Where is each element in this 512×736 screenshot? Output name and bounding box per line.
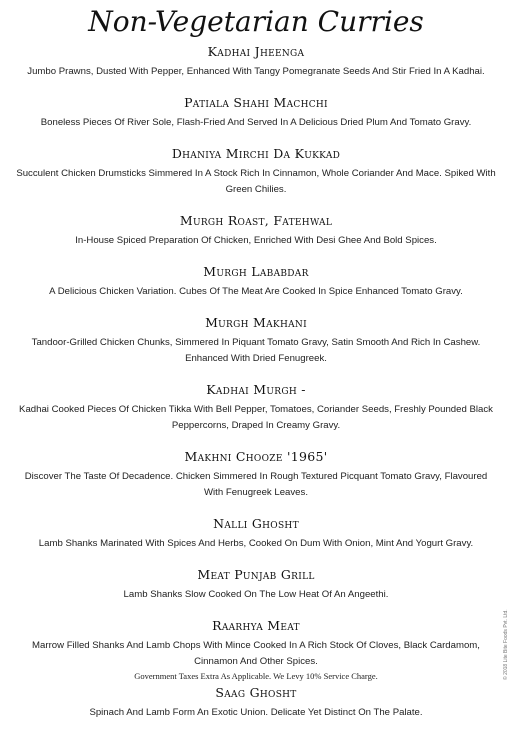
dish-description: In-House Spiced Preparation Of Chicken, Enriched With Desi Ghee And Bold Spices. (75, 235, 437, 246)
dish-description: Tandoor-Grilled Chicken Chunks, Simmered In Piquant Tomato Gravy, Satin Smooth And Rich In Cashew. Enhanced With Dried Fenugreek. (31, 337, 481, 364)
dish-name: Raarhya Meat (212, 618, 300, 633)
dish-item (0, 567, 512, 603)
dish-item (0, 685, 512, 721)
dish-item (0, 449, 512, 501)
dish-description: Succulent Chicken Drumsticks Simmered In A Stock Rich In Cinnamon, Whole Coriander And Mace. Spiked With Green Chilies. (16, 168, 496, 195)
dish-item (0, 382, 512, 434)
dish-list (0, 44, 512, 736)
dish-name: Meat Punjab Grill (197, 567, 315, 582)
dish-description: Discover The Taste Of Decadence. Chicken Simmered In Rough Textured Picquant Tomato Gravy, Flavoured With Fenugreek Leaves. (24, 471, 488, 498)
dish-item (0, 95, 512, 131)
dish-name: Dhaniya Mirchi Da Kukkad (171, 146, 341, 161)
dish-description: Kadhai Cooked Pieces Of Chicken Tikka With Bell Pepper, Tomatoes, Coriander Seeds, Freshly Pounded Black Peppercorns, Draped In Creamy Gravy. (19, 404, 493, 431)
dish-item (0, 44, 512, 80)
dish-name: Murgh Lababdar (203, 264, 309, 279)
page-title: Non-Vegetarian Curries (88, 5, 424, 38)
dish-description: Jumbo Prawns, Dusted With Pepper, Enhanced With Tangy Pomegranate Seeds And Stir Fried In A Kadhai. (27, 66, 485, 77)
dish-name: Nalli Ghosht (213, 516, 299, 531)
dish-name: Kadhai Jheenga (207, 44, 305, 59)
side-copyright-text: © 2018 Lite Bite Foods Pvt. Ltd. (503, 609, 509, 680)
dish-description: Lamb Shanks Slow Cooked On The Low Heat Of An Angeethi. (123, 589, 389, 600)
dish-name: Kadhai Murgh - (206, 382, 306, 397)
footer-note: Government Taxes Extra As Applicable. We Levy 10% Service Charge. (134, 671, 378, 681)
dish-description: A Delicious Chicken Variation. Cubes Of The Meat Are Cooked In Spice Enhanced Tomato Gravy. (49, 286, 463, 297)
side-copyright (502, 600, 510, 680)
dish-description: Marrow Filled Shanks And Lamb Chops With Mince Cooked In A Rich Stock Of Cloves, Black Cardamom, Cinnamon And Other Spices. (32, 640, 480, 667)
dish-name: Murgh Roast, Fatehwal (179, 213, 333, 228)
dish-name: Makhni Chooze '1965' (184, 449, 328, 464)
dish-item (0, 213, 512, 249)
dish-item (0, 315, 512, 367)
dish-item (0, 618, 512, 670)
dish-item (0, 516, 512, 552)
dish-item (0, 264, 512, 300)
dish-description: Boneless Pieces Of River Sole, Flash-Fried And Served In A Delicious Dried Plum And Tomato Gravy. (40, 117, 472, 128)
dish-description: Lamb Shanks Marinated With Spices And Herbs, Cooked On Dum With Onion, Mint And Yogurt Gravy. (38, 538, 474, 549)
dish-name: Saag Ghosht (215, 685, 297, 700)
dish-name: Patiala Shahi Machchi (184, 95, 328, 110)
dish-item (0, 146, 512, 198)
dish-description: Spinach And Lamb Form An Exotic Union. Delicate Yet Distinct On The Palate. (89, 707, 423, 718)
dish-name: Murgh Makhani (205, 315, 307, 330)
